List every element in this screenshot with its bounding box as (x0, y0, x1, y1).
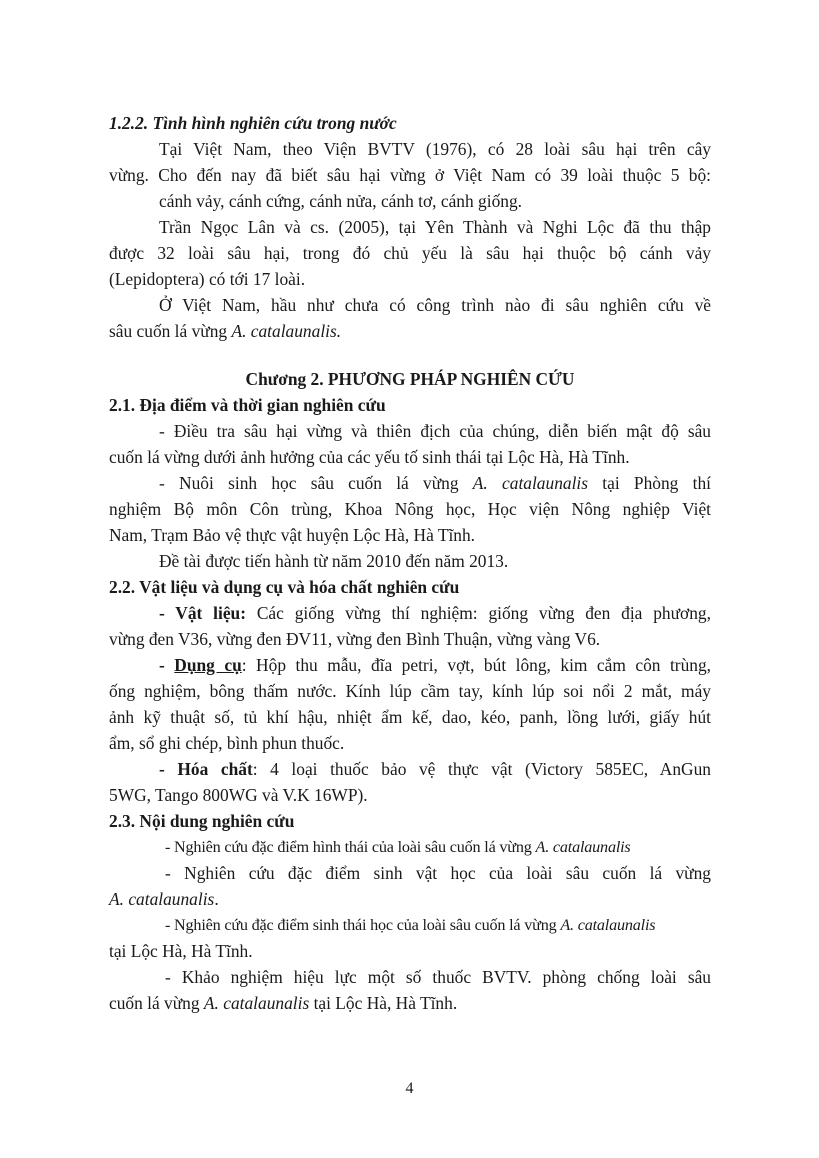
label-tools: Dụng cụ (174, 655, 242, 675)
paragraph-line: - Điều tra sâu hại vừng và thiên địch của chúng, diễn biến mật độ sâu (159, 421, 711, 441)
paragraph-line: ống nghiệm, bông thấm nước. Kính lúp cầm tay, kính lúp soi nổi 2 mắt, máy (109, 681, 711, 701)
paragraph-line: - Nghiên cứu đặc điểm sinh vật học của loài sâu cuốn lá vừng (165, 863, 711, 883)
paragraph-line: Trần Ngọc Lân và cs. (2005), tại Yên Thành và Nghi Lộc đã thu thập (159, 217, 711, 237)
species-name: A. catalaunalis (472, 473, 589, 493)
paragraph-line (109, 834, 711, 860)
paragraph-line: tại Lộc Hà, Hà Tĩnh. (109, 941, 253, 961)
paragraph-line: vừng đen V36, vừng đen ĐV11, vừng đen Bình Thuận, vừng vàng V6. (109, 629, 601, 649)
paragraph-line: nghiệm Bộ môn Côn trùng, Khoa Nông học, Học viện Nông nghiệp Việt (109, 499, 711, 519)
label-dash: - (159, 655, 175, 675)
paragraph-line: cuốn lá vừng dưới ảnh hưởng của các yếu tố sinh thái tại Lộc Hà, Hà Tĩnh. (109, 447, 630, 467)
paragraph-line: vừng. Cho đến nay đã biết sâu hại vừng ở Việt Nam có 39 loài thuộc 5 bộ: (109, 165, 711, 185)
paragraph-line: 5WG, Tango 800WG và V.K 16WP). (109, 785, 368, 805)
species-name: A. catalaunalis (109, 889, 215, 909)
document-page (109, 110, 711, 1016)
text-run: sâu cuốn lá vừng (109, 321, 232, 341)
paragraph-line (109, 990, 711, 1016)
label-materials: - Vật liệu: (159, 603, 247, 623)
text-run: - Nghiên cứu đặc điểm hình thái của loài sâu cuốn lá vừng (165, 838, 536, 856)
text-run: tại Phòng thí (588, 473, 711, 493)
label-dash: - (159, 759, 178, 779)
paragraph-line: ẩm, sổ ghi chép, bình phun thuốc. (109, 733, 345, 753)
paragraph-line: cánh vảy, cánh cứng, cánh nửa, cánh tơ, cánh giống. (159, 191, 523, 211)
section-heading-2-3: 2.3. Nội dung nghiên cứu (109, 811, 295, 831)
paragraph-line: (Lepidoptera) có tới 17 loài. (109, 269, 306, 289)
text-run: Các giống vừng thí nghiệm: giống vừng đen địa phương, (246, 603, 711, 623)
paragraph-line (109, 600, 711, 626)
paragraph-line: Đề tài được tiến hành từ năm 2010 đến năm 2013. (159, 551, 509, 571)
paragraph-line: - Khảo nghiệm hiệu lực một số thuốc BVTV. phòng chống loài sâu (165, 967, 711, 987)
paragraph-line (109, 912, 711, 938)
text-run: . (214, 889, 219, 909)
text-run: : Hộp thu mẫu, đĩa petri, vợt, bút lông, kim cắm côn trùng, (241, 655, 711, 675)
label-chemicals: Hóa chất (177, 759, 253, 779)
paragraph-line (109, 318, 711, 344)
section-heading-1-2-2: 1.2.2. Tình hình nghiên cứu trong nước (109, 113, 397, 133)
species-name: A. catalaunalis (535, 838, 631, 856)
paragraph-line: Tại Việt Nam, theo Viện BVTV (1976), có 28 loài sâu hại trên cây (159, 139, 711, 159)
paragraph-line (109, 756, 711, 782)
species-name: A. catalaunalis. (231, 321, 342, 341)
paragraph-line: Nam, Trạm Bảo vệ thực vật huyện Lộc Hà, Hà Tĩnh. (109, 525, 476, 545)
text-run: - Nghiên cứu đặc điểm sinh thái học của loài sâu cuốn lá vừng (165, 916, 561, 934)
text-run: : 4 loại thuốc bảo vệ thực vật (Victory 585EC, AnGun (252, 759, 711, 779)
paragraph-line (109, 886, 711, 912)
species-name: A. catalaunalis (560, 916, 656, 934)
species-name: A. catalaunalis (203, 993, 310, 1013)
paragraph-line (109, 652, 711, 678)
section-heading-2-1: 2.1. Địa điểm và thời gian nghiên cứu (109, 395, 386, 415)
text-run: - Nuôi sinh học sâu cuốn lá vừng (159, 473, 473, 493)
paragraph-line: được 32 loài sâu hại, trong đó chủ yếu là sâu hại thuộc bộ cánh vảy (109, 243, 711, 263)
text-run: cuốn lá vừng (109, 993, 204, 1013)
page-number: 4 (405, 1080, 414, 1097)
paragraph-line (109, 470, 711, 496)
paragraph-line: Ở Việt Nam, hầu như chưa có công trình nào đi sâu nghiên cứu về (159, 295, 711, 315)
chapter-title: Chương 2. PHƯƠNG PHÁP NGHIÊN CỨU (245, 369, 575, 389)
section-heading-2-2: 2.2. Vật liệu và dụng cụ và hóa chất nghiên cứu (109, 577, 460, 597)
text-run: tại Lộc Hà, Hà Tĩnh. (309, 993, 458, 1013)
paragraph-line: ảnh kỹ thuật số, tủ khí hậu, nhiệt ẩm kế, dao, kéo, panh, lồng lưới, giấy hút (109, 707, 711, 727)
